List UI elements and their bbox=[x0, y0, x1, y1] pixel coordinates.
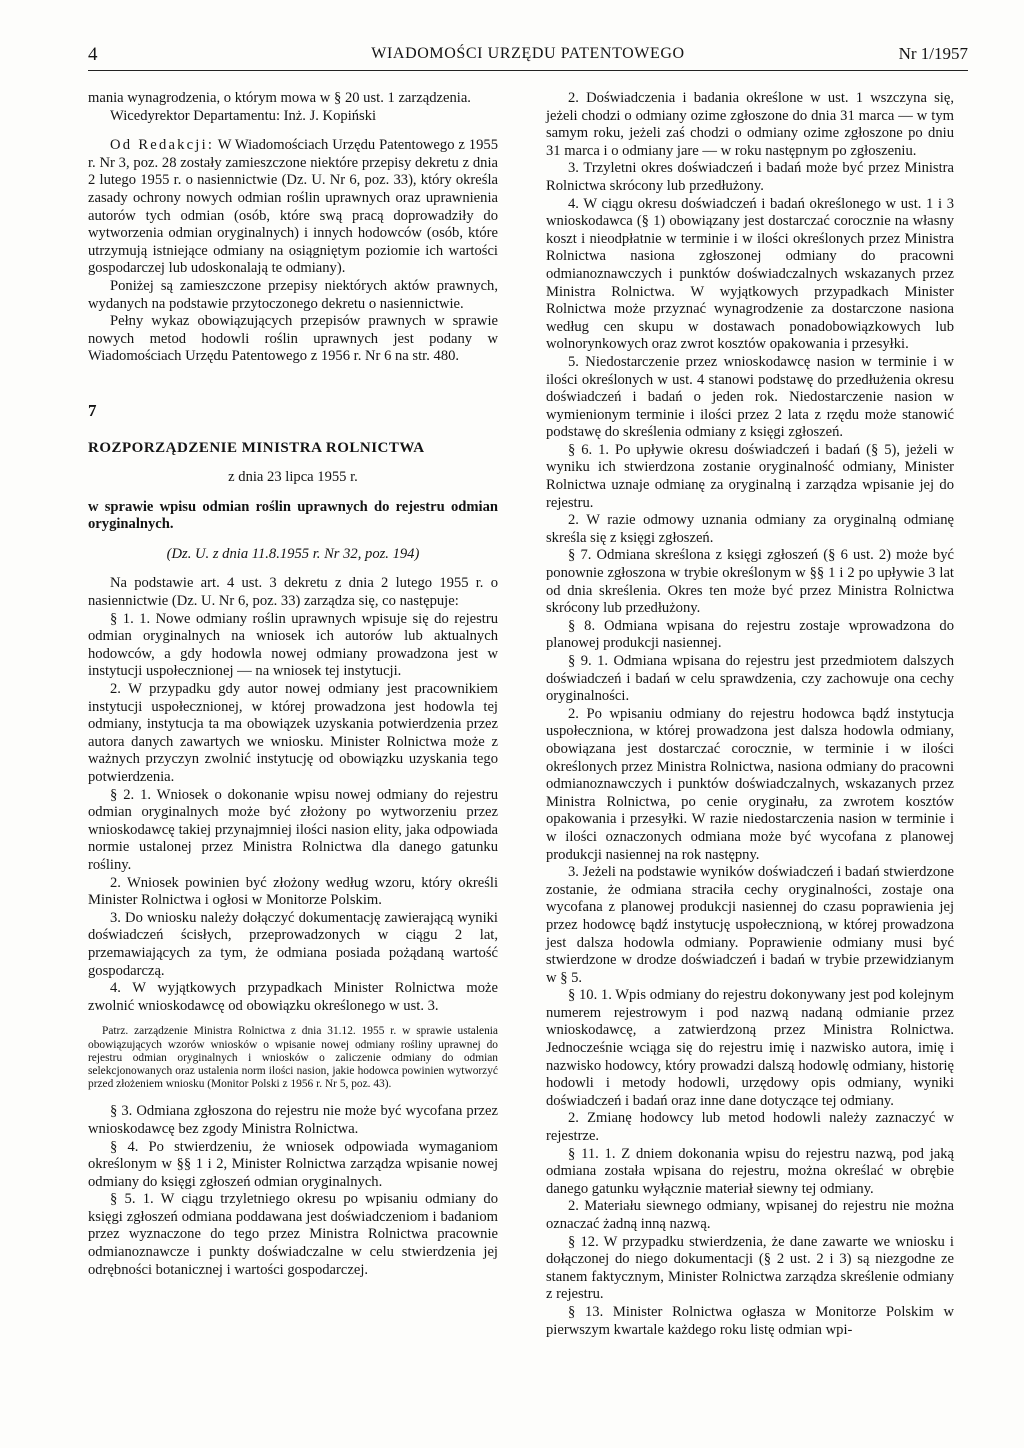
footnote-text: Patrz. zarządzenie Ministra Rolnictwa z dnia 31.12. 1955 r. w sprawie ustalenia obowiązujących wzorów wniosków o wpisanie nowej odmiany rośliny uprawnej do rejestru odmian oryginalnych i wniosków o zaliczenie odmiany do odmian selekcjonowanych oraz ustalenia norm ilości nasion, jakie hodowca powinien wytworzyć przed złożeniem wniosku (Monitor Polski z 1956 r. Nr 5, poz. 43). bbox=[88, 1025, 498, 1091]
left-column bbox=[88, 90, 498, 1279]
paragraph: § 2. 1. Wniosek o dokonanie wpisu nowej odmiany do rejestru odmian oryginalnych może być złożony po wytworzeniu przez wnioskodawcę takiej przynajmniej ilości nasion elity, jaka odpowiada normie ustalonej przez Ministra Rolnictwa dla danego gatunku rośliny. bbox=[88, 786, 498, 873]
signature: Wicedyrektor Departamentu: Inż. J. Kopiński bbox=[110, 107, 377, 124]
paragraph: § 11. 1. Z dniem dokonania wpisu do rejestru nazwą, pod jaką odmiana została wpisana do rejestru, można określać w obrębie danego gatunku wyłącznie materiał siewny tej odmiany. bbox=[546, 1145, 954, 1197]
paragraph: 2. W przypadku gdy autor nowej odmiany jest pracownikiem instytucji uspołecznionej, w której prowadzona jest hodowla tej odmiany, instytucja ta ma obowiązek uzyskania potwierdzenia przez autora danych zawartych we wniosku. Minister Rolnictwa może z ważnych przyczyn zwolnić instytucję od obowiązku uzyskania tego potwierdzenia. bbox=[88, 681, 498, 785]
paragraph: 4. W wyjątkowych przypadkach Minister Rolnictwa może zwolnić wnioskodawcę od obowiązku określonego w ust. 3. bbox=[88, 980, 498, 1014]
paragraph: § 4. Po stwierdzeniu, że wniosek odpowiada wymaganiom określonym w §§ 1 i 2, Minister Rolnictwa zarządza wpisanie nowej odmiany do księgi zgłoszeń odmian oryginalnych. bbox=[88, 1138, 498, 1190]
paragraph: § 8. Odmiana wpisana do rejestru zostaje wprowadzona do planowej produkcji nasiennej. bbox=[546, 617, 954, 652]
footnote bbox=[88, 1025, 498, 1091]
paragraph: 3. Do wniosku należy dołączyć dokumentację zawierającą wyniki doświadczeń ścisłych, przeprowadzonych w ciągu 2 lat, przemawiających za tym, że odmiana posiada pożądaną wartość gospodarczą. bbox=[88, 909, 498, 979]
paragraph: 2. Wniosek powinien być złożony według wzoru, który określi Minister Rolnictwa i ogłosi w Monitorze Polskim. bbox=[88, 874, 498, 909]
paragraph: § 6. 1. Po upływie okresu doświadczeń i badań (§ 5), jeżeli w wyniku ich stwierdzona zostanie oryginalność odmiany, Minister Rolnictwa uznaje odmianę za oryginalną i zarządza wpisanie jej do rejestru. bbox=[546, 441, 954, 511]
page-header bbox=[88, 34, 968, 71]
paragraph: § 10. 1. Wpis odmiany do rejestru dokonywany jest pod kolejnym numerem rejestrowym i pod nazwą nadaną odmianie przez wnioskodawcę, a zatwierdzoną przez Ministra Rolnictwa. Jednocześnie wciąga się do rejestru imię i nazwisko autora, imię i nazwisko hodowcy, który prowadzi dalszą hodowlę odmiany, historię hodowli i metody hodowli, urzędowy opis odmiany, wyniki doświadczeń i badań oraz inne dane dotyczące tej odmiany. bbox=[546, 987, 954, 1109]
paragraph: Poniżej są zamieszczone przepisy niektórych aktów prawnych, wydanych na podstawie przytoczonego dekretu o nasiennictwie. bbox=[88, 277, 498, 312]
paragraph: 2. Zmianę hodowcy lub metod hodowli należy zaznaczyć w rejestrze. bbox=[546, 1110, 954, 1145]
regulation-title: ROZPORZĄDZENIE MINISTRA ROLNICTWA bbox=[88, 439, 425, 456]
journal-title: WIADOMOŚCI URZĘDU PATENTOWEGO bbox=[371, 45, 685, 62]
page-number: 4 bbox=[88, 44, 98, 65]
paragraph: mania wynagrodzenia, o którym mowa w § 20 ust. 1 zarządzenia. bbox=[88, 90, 471, 106]
paragraph: Na podstawie art. 4 ust. 3 dekretu z dnia 2 lutego 1955 r. o nasiennictwie (Dz. U. Nr 6, poz. 33) zarządza się, co następuje: bbox=[88, 575, 498, 610]
paragraph: 3. Trzyletni okres doświadczeń i badań może być przez Ministra Rolnictwa skrócony lub przedłużony. bbox=[546, 160, 954, 194]
paragraph: § 12. W przypadku stwierdzenia, że dane zawarte we wniosku i dołączonej do niego dokumentacji (§ 2 ust. 2 i 3) są niezgodne ze stanem faktycznym, Minister Rolnictwa zarządza skreślenie odmiany z rejestru. bbox=[546, 1233, 954, 1303]
paragraph: § 9. 1. Odmiana wpisana do rejestru jest przedmiotem dalszych doświadczeń i badań w celu sprawdzenia, czy zachowuje ona cechy oryginalności. bbox=[546, 653, 954, 705]
paragraph: 4. W ciągu okresu doświadczeń i badań określonego w ust. 1 i 3 wnioskodawca (§ 1) obowiązany jest dostarczać corocznie na własny koszt i nieodpłatnie w terminie i w ilości określonych przez Ministra Rolnictwa nasiona zgłoszonej odmiany do pracowni odmianoznawczych i punktów doświadczalnych wskazanych przez Ministra Rolnictwa. W wyjątkowych przypadkach Minister Rolnictwa może przyznać wynagrodzenie za dostarczone nasiona według cen skupu w dostawach ponadobowiązkowych lub wolnorynkowych oraz zwrot kosztów opakowania i przesyłki. bbox=[546, 195, 954, 353]
paragraph: § 13. Minister Rolnictwa ogłasza w Monitorze Polskim w pierwszym kwartale każdego roku listę odmian wpi- bbox=[546, 1303, 954, 1338]
paragraph: 5. Niedostarczenie przez wnioskodawcę nasion w terminie i w ilości określonych w ust. 4 stanowi podstawę do przedłużenia okresu doświadczeń i badań o jeden rok. Niedostarczenie nasion w wymienionym terminie i ilości przez 2 lata z rzędu może stanowić podstawę do skreślenia odmiany z księgi zgłoszeń. bbox=[546, 353, 954, 441]
issue-number: Nr 1/1957 bbox=[898, 44, 968, 63]
editorial-text: W Wiadomościach Urzędu Patentowego z 1955 r. Nr 3, poz. 28 zostały zamieszczone niektóre przepisy dekretu z dnia 2 lutego 1955 r. o nasiennictwie (Dz. U. Nr 6, poz. 33), który określa zasady ochrony nowych odmian roślin uprawnych oraz uprawnienia autorów tych odmian (osób, które swą pracą doprowadziły do wytworzenia odmian oryginalnych) i innych hodowców (osób, które utrzymują istniejące odmiany na osiągniętym poziomie ich wartości gospodarczej lub udoskonalają te odmiany). bbox=[88, 137, 498, 277]
paragraph: 2. Materiału siewnego odmiany, wpisanej do rejestru nie można oznaczać żadną inną nazwą. bbox=[546, 1198, 954, 1232]
paragraph: 2. Po wpisaniu odmiany do rejestru hodowca bądź instytucja uspołeczniona, w której prowadzona jest dalsza hodowla odmiany, obowiązana jest dostarczać corocznie, w terminie i w ilości określonych przez Ministra Rolnictwa, nasiona odmiany do pracowni odmianoznawczych i punktów doświadczalnych, wskazanych przez Ministra Rolnictwa, po cenie oryginału, za zwrotem kosztów opakowania i przesyłki. W razie niedostarczenia nasion w terminie i w ilości oznaczonych odmiana może być wycofana z planowej produkcji nasiennej na rok następny. bbox=[546, 705, 954, 863]
paragraph: Pełny wykaz obowiązujących przepisów prawnych w sprawie nowych metod hodowli roślin uprawnych jest podany w Wiadomościach Urzędu Patentowego z 1956 r. Nr 6 na str. 480. bbox=[88, 313, 498, 365]
paragraph: 2. W razie odmowy uznania odmiany za oryginalną odmianę skreśla się z księgi zgłoszeń. bbox=[546, 512, 954, 546]
regulation-source: (Dz. U. z dnia 11.8.1955 r. Nr 32, poz. 194) bbox=[166, 545, 420, 562]
paragraph: § 3. Odmiana zgłoszona do rejestru nie może być wycofana przez wnioskodawcę bez zgody Ministra Rolnictwa. bbox=[88, 1103, 498, 1137]
paragraph: 2. Doświadczenia i badania określone w ust. 1 wszczyna się, jeżeli chodzi o odmiany ozime zgłoszone do dnia 31 marca — w tym samym roku, jeżeli zaś chodzi o odmiany ozime zgłoszone po dniu 31 marca i o odmiany jare — w roku następnym po zgłoszeniu. bbox=[546, 90, 954, 159]
paragraph: § 7. Odmiana skreślona z księgi zgłoszeń (§ 6 ust. 2) może być ponownie zgłoszona w trybie określonym w §§ 1 i 2 po upływie 3 lat od dnia skreślenia. Okres ten może być przez Ministra Rolnictwa skrócony lub przedłużony. bbox=[546, 547, 954, 617]
right-column bbox=[546, 90, 954, 1339]
section-number: 7 bbox=[88, 400, 97, 420]
paragraph: § 1. 1. Nowe odmiany roślin uprawnych wpisuje się do rejestru odmian oryginalnych na wniosek ich autorów lub aktualnych hodowców, a gdy hodowla nowej odmiany prowadzona jest w instytucji uspołecznionej — na wniosek tej instytucji. bbox=[88, 610, 498, 680]
editorial-note bbox=[88, 137, 498, 278]
editorial-label: Od Redakcji: bbox=[110, 137, 215, 154]
paragraph: 3. Jeżeli na podstawie wyników doświadczeń i badań stwierdzone zostanie, że odmiana straciła cechy oryginalności, zostaje ona wycofana z planowej produkcji nasiennej do czasu poprawienia jej przez hodowcę bądź instytucję uspołecznioną, w której prowadzona jest dalsza hodowla odmiany. Poprawienie odmiany musi być stwierdzone w drodze doświadczeń i badań w trybie przewidzianym w § 5. bbox=[546, 864, 954, 986]
regulation-subject: w sprawie wpisu odmian roślin uprawnych do rejestru odmian oryginalnych. bbox=[88, 498, 498, 533]
regulation-date: z dnia 23 lipca 1955 r. bbox=[228, 469, 358, 486]
paragraph: § 5. 1. W ciągu trzyletniego okresu po wpisaniu odmiany do księgi zgłoszeń odmiana poddawana jest doświadczeniom i badaniom przez wyznaczone do tego przez Ministra Rolnictwa pracownie odmianoznawcze i punkty doświadczalne w celu stwierdzenia jej odrębności botanicznej i wartości gospodarczej. bbox=[88, 1191, 498, 1278]
